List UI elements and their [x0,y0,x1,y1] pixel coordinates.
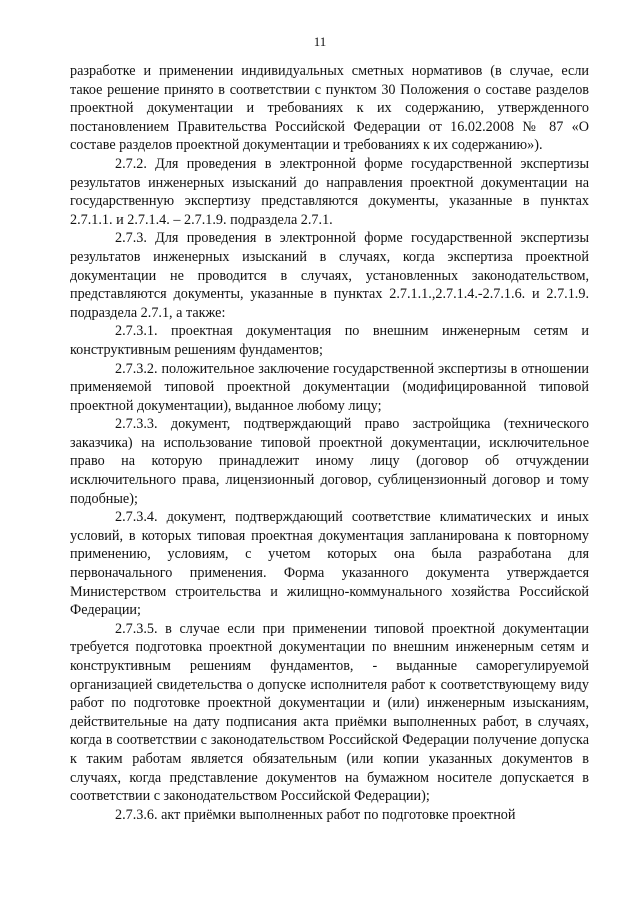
paragraph: 2.7.3. Для проведения в электронной форме государственной экспертизы результатов инженерных изысканий в случаях, когда экспертиза проектной документации не проводится в случаях, установленных законодательством, представляются документы, указанные в пунктах 2.7.1.1.,2.7.1.4.-2.7.1.6. и 2.7.1.9. подраздела 2.7.1, а также: [70,230,589,321]
page-number: 11 [313,34,327,49]
document-body [70,62,589,824]
paragraph: 2.7.3.2. положительное заключение государственной экспертизы в отношении применяемой типовой проектной документации (модифицированной типовой проектной документации), выданное любому лицу; [70,360,589,414]
paragraph: разработке и применении индивидуальных сметных нормативов (в случае, если такое решение принято в соответствии с пунктом 30 Положения о составе разделов проектной документации и требованиях к их содержанию, утвержденного постановлением Правительства Российской Федерации от 16.02.2008 № 87 «О составе разделов проектной документации и требованиях к их содержанию»). [70,63,589,154]
paragraph: 2.7.3.5. в случае если при применении типовой проектной документации требуется подготовка проектной документации по внешним инженерным сетям и конструктивным решениям фундаментов, - выданные саморегулируемой организацией свидетельства о допуске исполнителя работ к соответствующему виду работ по подготовке проектной документации и (или) инженерным изысканиям, действительные на дату подписания акта приёмки выполненных работ, в случаях, когда в соответствии с законодательством Российской Федерации получение допуска к таким работам является обязательным (или копии указанных документов в случаях, когда представление документов на бумажном носителе допускается в соответствии с законодательством Российской Федерации); [70,620,589,805]
paragraph: 2.7.3.6. акт приёмки выполненных работ по подготовке проектной [115,806,516,823]
paragraph: 2.7.3.4. документ, подтверждающий соответствие климатических и иных условий, в которых типовая проектная документация запланирована к повторному применению, условиям, с учетом которых она была разработана для первоначального применения. Форма указанного документа утверждается Министерством строительства и жилищно-коммунального хозяйства Российской Федерации; [70,509,589,619]
paragraph: 2.7.2. Для проведения в электронной форме государственной экспертизы результатов инженерных изысканий до направления проектной документации на государственную экспертизу представляются документы, указанные в пунктах 2.7.1.1. и 2.7.1.4. – 2.7.1.9. подраздела 2.7.1. [70,155,589,228]
paragraph: 2.7.3.3. документ, подтверждающий право застройщика (технического заказчика) на использование типовой проектной документации, исключительное право на которую принадлежит иному лицу (договор об отчуждении исключительного права, лицензионный договор, сублицензионный договор и тому подобные); [70,416,589,507]
paragraph: 2.7.3.1. проектная документация по внешним инженерным сетям и конструктивным решениям фундаментов; [70,323,589,358]
